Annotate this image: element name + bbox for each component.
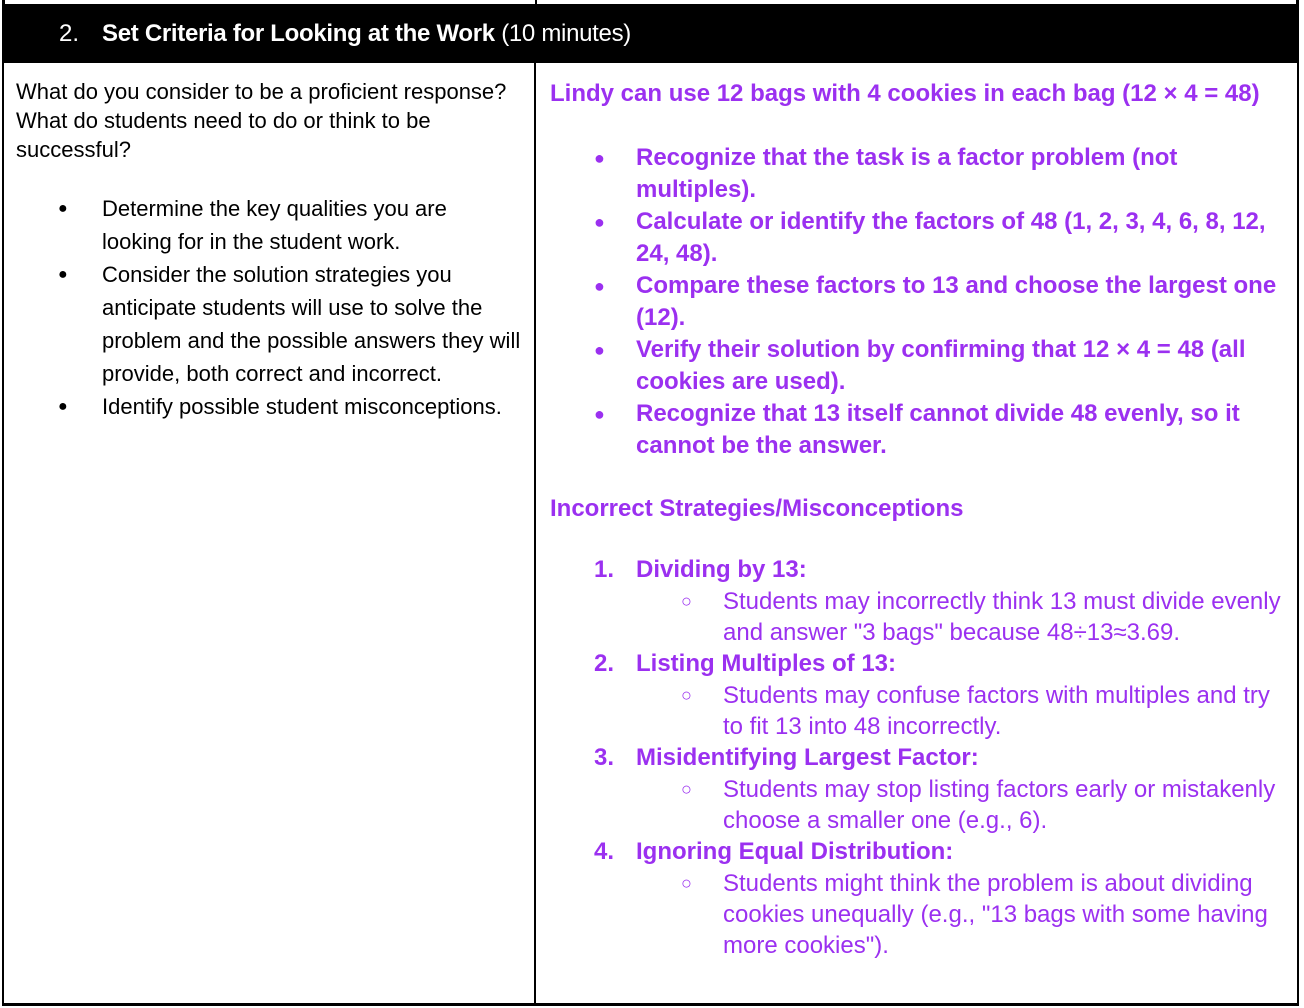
item-number: 1. [594,556,615,583]
misconception-item [550,554,1290,648]
bullet-dot-icon: ● [58,398,68,415]
misconceptions-list [550,554,1290,961]
list-item [16,390,521,423]
column-divider [534,63,536,1006]
list-item-text: Students might think the problem is about dividing cookies unequally (e.g., "13 bags with some having more cookies"). [723,870,1268,959]
prompt-bullet-list [16,192,521,423]
list-item [550,334,1290,398]
list-item [550,206,1290,270]
bullet-dot-icon: ● [594,276,605,296]
list-item-text: Students may confuse factors with multiples and try to fit 13 into 48 incorrectly. [723,682,1270,740]
list-item [636,868,1290,961]
item-number: 2. [594,650,615,677]
list-item [550,270,1290,334]
list-item-text: Compare these factors to 13 and choose the largest one (12). [636,272,1277,331]
list-item [550,398,1290,462]
misconception-title: Listing Multiples of 13: [636,650,897,677]
bullet-dot-icon: ● [594,148,605,168]
list-item-text: Recognize that the task is a factor problem (not multiples). [636,144,1178,203]
list-item-text: Calculate or identify the factors of 48 (1, 2, 3, 4, 6, 8, 12, 24, 48). [636,208,1266,267]
sub-list [636,586,1290,648]
bullet-dot-icon: ● [594,212,605,232]
item-number: 3. [594,744,615,771]
bullet-dot-icon: ● [58,200,68,217]
list-item-text: Determine the key qualities you are looking for in the student work. [102,196,447,254]
bullet-dot-icon: ● [58,266,68,283]
misconception-item [550,836,1290,961]
list-item [16,192,521,258]
misconception-item [550,648,1290,742]
prompt-cell [16,77,521,423]
item-number: 4. [594,838,615,865]
list-item-text: Students may stop listing factors early or mistakenly choose a smaller one (e.g., 6). [723,776,1276,834]
list-item [550,142,1290,206]
misconception-item [550,742,1290,836]
hollow-circle-icon: ○ [681,779,692,799]
list-item-text: Verify their solution by confirming that 12 × 4 = 48 (all cookies are used). [636,336,1246,395]
response-cell [550,79,1290,961]
hollow-circle-icon: ○ [681,873,692,893]
misconception-title: Misidentifying Largest Factor: [636,744,979,771]
list-item [636,774,1290,836]
misconception-title: Ignoring Equal Distribution: [636,838,954,865]
bullet-dot-icon: ● [594,340,605,360]
misconceptions-heading: Incorrect Strategies/Misconceptions [550,495,964,522]
sub-list [636,774,1290,836]
list-item-text: Recognize that 13 itself cannot divide 48 evenly, so it cannot be the answer. [636,400,1240,459]
sub-list [636,680,1290,742]
criteria-list [550,142,1290,462]
hollow-circle-icon: ○ [681,685,692,705]
section-time: (10 minutes) [501,20,631,47]
hollow-circle-icon: ○ [681,591,692,611]
section-header [2,4,1299,63]
list-item-text: Identify possible student misconceptions. [102,394,502,419]
sub-list [636,868,1290,961]
section-title-text: Set Criteria for Looking at the Work [102,20,495,47]
list-item [16,258,521,390]
section-number: 2. [59,20,80,47]
solution-summary: Lindy can use 12 bags with 4 cookies in each bag (12 × 4 = 48) [550,80,1260,107]
list-item [636,680,1290,742]
list-item [636,586,1290,648]
list-item-text: Consider the solution strategies you anticipate students will use to solve the problem and the possible answers they will provide, both correct and incorrect. [102,262,521,386]
prompt-text: What do you consider to be a proficient response? What do students need to do or think to be successful? [16,79,507,162]
misconception-title: Dividing by 13: [636,556,807,583]
list-item-text: Students may incorrectly think 13 must divide evenly and answer "3 bags" because 48÷13≈3.69. [723,588,1281,646]
bullet-dot-icon: ● [594,404,605,424]
section-title [102,20,631,48]
